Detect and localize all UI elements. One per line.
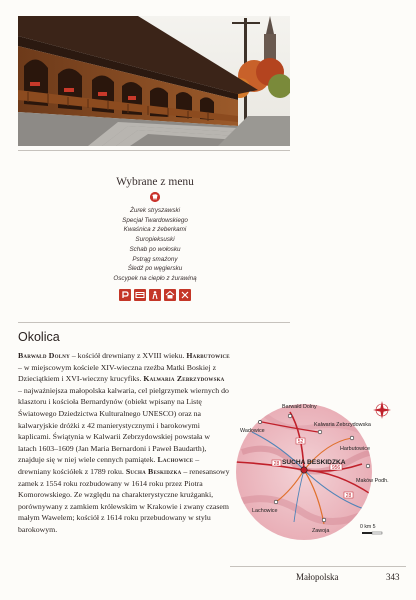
place-name: Harbutowice	[186, 351, 230, 360]
menu-title: Wybrane z menu	[116, 176, 194, 188]
map-label-sucha: SUCHA BESKIDZKA	[282, 459, 346, 466]
road-label: 956	[331, 465, 341, 471]
menu-item: Śledź po węgiersku	[127, 265, 183, 273]
chef-hat-icon	[150, 192, 160, 202]
place-name: Barwałd Dolny	[18, 351, 70, 360]
map-label-harbutowice: Harbutowice	[340, 446, 370, 452]
footer-region: Małopolska	[296, 572, 339, 582]
menu-item: Kwaśnica z żeberkami	[123, 226, 187, 234]
okolica-paragraph	[18, 350, 230, 536]
divider-top	[18, 150, 290, 151]
footer-divider	[230, 566, 406, 567]
map-label-lachowice: Lachowice	[252, 508, 278, 514]
map-label-wadowice: Wadowice	[240, 428, 265, 434]
menu-section	[60, 176, 250, 301]
map-label-kalwaria: Kalwaria Zebrzydowska	[314, 422, 371, 428]
place-description: – w miejscowym kościele XIV-wieczna rzeźba Matki Boskiej z Dzieciątkiem i XVI-wieczny krucyfiks.	[18, 362, 217, 384]
place-name: Kalwaria Zebrzydowska	[143, 374, 225, 384]
menu-item: Oscypek na ciepło z żurawiną	[113, 274, 197, 282]
credit-card-icon	[134, 289, 146, 301]
sucha-beskidzka-marker	[301, 467, 307, 473]
children-icon	[149, 289, 161, 301]
place-description: – kościół drewniany z XVIII wieku.	[69, 351, 187, 360]
menu-item: Pstrąg smażony	[132, 255, 178, 263]
section-title-okolica: Okolica	[18, 330, 60, 344]
scale-label: 0 km 5	[360, 524, 376, 530]
road-label: 28	[345, 493, 352, 499]
map-label-makow: Maków Podh.	[356, 478, 389, 484]
menu-items-list	[60, 206, 250, 284]
kitchen-icon	[179, 289, 191, 301]
divider-middle	[18, 322, 290, 323]
menu-item: Suropieksuski	[135, 236, 175, 244]
parking-icon	[119, 289, 131, 301]
photo-wooden-inn	[18, 16, 290, 146]
menu-item: Żurek stryszawski	[129, 207, 181, 214]
place-description: – najważniejsza małopolska kalwaria, cel pielgrzymek wiernych do klasztoru i kościoła Bernardynów (obiekt wpisany na Listę Światowego Dziedzictwa Kulturalnego UNESCO) oraz na kalwaryjskie dróżki z 42 manierystycznymi i barokowymi kaplicami. Świątynia w Kalwarii Zebrzydowskiej powstała w latach 1603–1609 (Jan Maria Bernardoni i Paweł Baudarth), znajduje się w niej wiele cennych pamiątek.	[18, 385, 229, 465]
place-description: – renesansowy zamek z 1554 roku rozbudowany w 1614 roku przez Piotra Komorowskiego. Ze względu na charakterystyczne krużganki, porównywany z zamkiem królewskim w Krakowie i zwany czasem małym Wawelem; kościół z 1614 roku przebudowany w stylu barokowym.	[18, 466, 230, 534]
area-map	[232, 392, 398, 542]
garden-icon	[164, 289, 176, 301]
compass-rose-icon	[373, 401, 391, 419]
road-label: 28	[273, 461, 280, 467]
map-label-barwald: Barwałd Dolny	[282, 404, 317, 410]
menu-item: Specjał Twardowskiego	[122, 216, 188, 224]
map-label-zawoja: Zawoja	[312, 528, 330, 534]
place-name: Lachowice	[157, 455, 194, 465]
place-description: – drewniany kościółek z 1789 roku.	[18, 455, 200, 476]
page-number: 343	[386, 572, 400, 582]
menu-item: Schab po wołosku	[129, 245, 181, 253]
amenity-icons	[60, 289, 250, 301]
place-name: Sucha Beskidzka	[125, 466, 182, 476]
road-label: 52	[297, 439, 304, 445]
scale-bar	[360, 524, 382, 534]
